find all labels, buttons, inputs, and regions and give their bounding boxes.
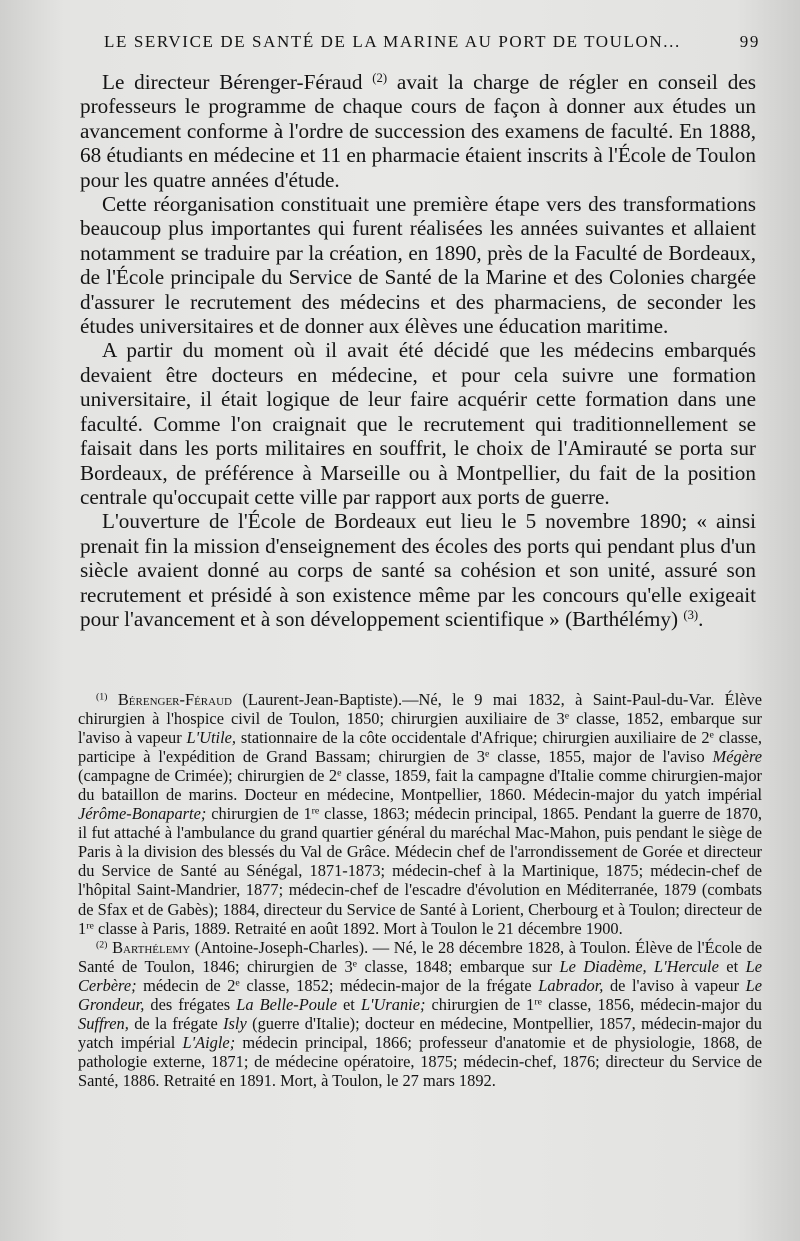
main-text bbox=[80, 70, 756, 631]
footnotes bbox=[78, 690, 762, 1090]
footnote-name: Barthélemy bbox=[112, 937, 191, 957]
paragraph-4: L'ouverture de l'École de Bordeaux eut lieu le 5 novembre 1890; « ainsi prenait fin la mission d'enseignement des écoles des ports qui pendant plus d'un siècle avaient donné au corps de santé sa cohésion et son unité, assuré son recrutement et présidé à son existence même par les concours qu'elle exigeait pour l'avancement et à son développement scientifique » (Barthélémy) $^{(3)}$. bbox=[80, 509, 756, 631]
paragraph-2: Cette réorganisation constituait une première étape vers des transformations beaucoup plus importantes qui furent réalisées les années suivantes et allaient notamment se traduire par la création, en 1890, près de la Faculté de Bordeaux, de l'École principale du Service de Santé de la Marine et des Colonies chargée d'assurer le recrutement des médecins et des pharmaciens, de seconder les études universitaires et de donner aux élèves une éducation maritime. bbox=[80, 192, 756, 339]
running-head bbox=[104, 32, 760, 52]
footnote-2: $^{(2)}$ Barthélemy (Antoine-Joseph-Charles). — Né, le 28 décembre 1828, à Toulon. Élève de l'École de Santé de Toulon, 1846; chirurgien de 3e classe, 1848; embarque sur Le Diadème, L'Hercule et Le Cerbère; médecin de 2e classe, 1852; médecin-major de la frégate Labrador, de l'aviso à vapeur Le Grondeur, des frégates La Belle-Poule et L'Uranie; chirurgien de 1re classe, 1856, médecin-major du Suffren, de la frégate Isly (guerre d'Italie); docteur en médecine, Montpellier, 1857, médecin-major du yatch impérial L'Aigle; médecin principal, 1866; professeur d'anatomie et de physiologie, 1868, de pathologie externe, 1871; de médecine opératoire, 1875; médecin-chef, 1876; directeur du Service de Santé, 1886. Retraité en 1891. Mort, à Toulon, le 27 mars 1892. bbox=[78, 937, 763, 1090]
footnote-ref: (3) bbox=[683, 607, 699, 622]
footnote-1: $^{(1)}$ Bérenger-Féraud (Laurent-Jean-Baptiste).—Né, le 9 mai 1832, à Saint-Paul-du-Var. Élève chirurgien à l'hospice civil de Toulon, 1850; chirurgien auxiliaire de 3e classe, 1852, embarque sur l'aviso à vapeur L'Utile, stationnaire de la côte occidentale d'Afrique; chirurgien auxiliaire de 2e classe, participe à l'expédition de Grand Bassam; chirurgien de 3e classe, 1855, major de l'aviso Mégère (campagne de Crimée); chirurgien de 2e classe, 1859, fait la campagne d'Italie comme chirurgien-major du bataillon de marins. Docteur en médecine, Montpellier, 1860. Médecin-major du yatch impérial Jérôme-Bonaparte; chirurgien de 1re classe, 1863; médecin principal, 1865. Pendant la guerre de 1870, il fut attaché à l'ambulance du grand quartier général du maréchal Mac-Mahon, puis pendant le siège de Paris à la division des blessés du Val de Grâce. Médecin chef de l'arrondissement de Gorée et directeur du Service de Santé au Sénégal, 1871-1873; médecin-chef à la Martinique, 1875; médecin-chef de l'hôpital Saint-Mandrier, 1877; médecin-chef de l'escadre d'évolution en Méditerranée, 1879 (combats de Sfax et de Gabès); 1884, directeur du Service de Santé à Lorient, Cherbourg et à Toulon; directeur de 1re classe à Paris, 1889. Retraité en août 1892. Mort à Toulon le 21 décembre 1900. bbox=[78, 690, 762, 938]
paragraph-1: Le directeur Bérenger-Féraud $^{(2)}$ avait la charge de régler en conseil des professeurs le programme de chaque cours de façon à donner aux études un avancement conforme à l'ordre de succession des examens de faculté. En 1888, 68 étudiants en médecine et 11 en pharmacie étaient inscrits à l'École de Toulon pour les quatre années d'étude. bbox=[80, 70, 756, 192]
paragraph-3: A partir du moment où il avait été décidé que les médecins embarqués devaient être docteurs en médecine, et pour cela suivre une formation universitaire, il était logique de leur faire acquérir cette formation dans une faculté. Comme l'on craignait que le recrutement qui traditionnellement se faisait dans les ports militaires en souffrit, le choix de l'Amirauté se porta sur Bordeaux, de préférence à Marseille ou à Montpellier, du fait de la position centrale qu'occupait cette ville par rapport aux ports de guerre. bbox=[80, 338, 756, 509]
footnote-name: Bérenger-Féraud bbox=[117, 690, 232, 709]
page-number: 99 bbox=[739, 32, 760, 51]
footnote-ref: (2) bbox=[372, 71, 388, 86]
running-title: LE SERVICE DE SANTÉ DE LA MARINE AU PORT DE TOULON... bbox=[104, 32, 681, 51]
